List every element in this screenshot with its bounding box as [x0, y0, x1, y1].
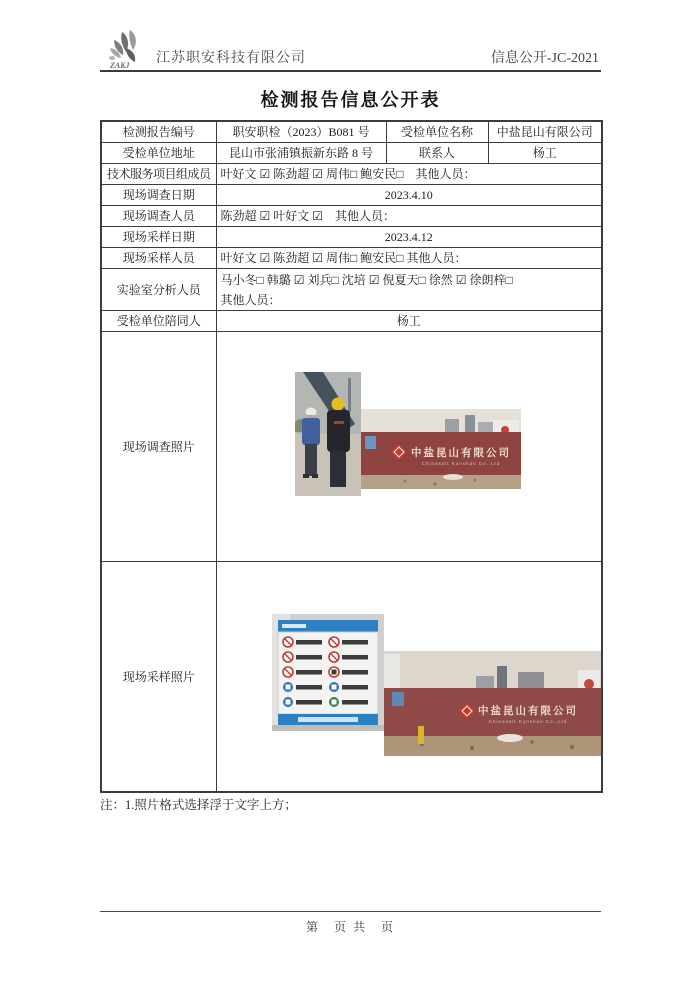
- lab-analysts-line2: 其他人员：: [220, 292, 281, 307]
- field-label: 技术服务项目组成员: [101, 164, 216, 185]
- table-row: [101, 332, 602, 562]
- wall-blue-sign: [392, 692, 404, 706]
- gate-sign-text: 中盐昆山有限公司: [410, 448, 511, 459]
- table-row: [101, 143, 602, 164]
- contact-person-value: 杨工: [488, 143, 602, 164]
- yellow-bollard: [418, 726, 424, 744]
- field-label: 现场采样日期: [101, 227, 216, 248]
- photo-ground: [361, 475, 521, 489]
- field-label: 实验室分析人员: [101, 269, 216, 311]
- gate-photo: [384, 651, 603, 756]
- field-label: 联系人: [386, 143, 488, 164]
- table-row: [101, 164, 602, 185]
- table-row: [101, 185, 602, 206]
- table-row: [101, 248, 602, 269]
- footnote: 注：1.照片格式选择浮于文字上方；: [100, 798, 297, 812]
- photo-ground: [384, 736, 603, 756]
- survey-staff-value: 陈劲超 ☑ 叶好文 ☑ 其他人员：: [216, 206, 602, 227]
- survey-photo: [295, 372, 521, 496]
- survey-photo-cell: [216, 332, 602, 562]
- field-label: 现场调查人员: [101, 206, 216, 227]
- survey-date-value: 2023.4.10: [216, 185, 602, 206]
- lab-analysts-value: [216, 269, 602, 311]
- debris: [443, 474, 463, 480]
- workers-photo: [295, 372, 361, 496]
- field-label: 现场调查照片: [101, 332, 216, 562]
- accompanying-person-value: 杨工: [216, 311, 602, 332]
- field-label: 现场调查日期: [101, 185, 216, 206]
- debris: [497, 734, 523, 742]
- footer-page-label: 第 页 共 页: [305, 920, 395, 934]
- table-row: [101, 311, 602, 332]
- table-row: [101, 227, 602, 248]
- wall-blue-sign: [365, 436, 376, 449]
- page-header: [100, 26, 601, 72]
- gate-sign-text-en: Chinasalt Kunshan Co.,Ltd: [421, 461, 500, 466]
- table-row: [101, 206, 602, 227]
- report-info-table: [100, 120, 603, 793]
- footer-divider: [100, 911, 601, 912]
- page-title: 检测报告信息公开表: [260, 90, 441, 110]
- field-label: 受检单位陪同人: [101, 311, 216, 332]
- field-label: 检测报告编号: [101, 121, 216, 143]
- sampling-photo-cell: [216, 562, 602, 793]
- safety-signboard-photo: [272, 614, 384, 731]
- sampling-photo: [272, 614, 603, 756]
- table-row: [101, 121, 602, 143]
- field-label: 现场采样照片: [101, 562, 216, 793]
- inspected-unit-value: 中盐昆山有限公司: [488, 121, 602, 143]
- company-logo-icon: [100, 28, 156, 70]
- sampling-staff-value: 叶好文 ☑ 陈劲超 ☑ 周伟□ 鲍安民□ 其他人员：: [216, 248, 602, 269]
- field-label: 现场采样人员: [101, 248, 216, 269]
- gate-sign-text: 中盐昆山有限公司: [477, 706, 578, 717]
- company-name: 江苏职安科技有限公司: [156, 51, 306, 66]
- field-label: 受检单位地址: [101, 143, 216, 164]
- gate-photo: [361, 409, 521, 489]
- doc-code: 信息公开-JC-2021: [490, 51, 599, 66]
- lab-analysts-line1: 马小冬□ 韩璐 ☑ 刘兵□ 沈培 ☑ 倪夏天□ 徐然 ☑ 徐朗梓□: [220, 272, 513, 287]
- project-team-members: 叶好文 ☑ 陈劲超 ☑ 周伟□ 鲍安民□ 其他人员：: [216, 164, 602, 185]
- table-row: [101, 269, 602, 311]
- gate-sign-text-en: Chinasalt Kunshan Co.,Ltd: [488, 719, 567, 724]
- unit-address-value: 昆山市张浦镇振新东路 8 号: [216, 143, 386, 164]
- report-number-value: 职安职检（2023）B081 号: [216, 121, 386, 143]
- field-label: 受检单位名称: [386, 121, 488, 143]
- sampling-date-value: 2023.4.12: [216, 227, 602, 248]
- table-row: [101, 562, 602, 793]
- logo-text: ZAKJ: [110, 61, 130, 70]
